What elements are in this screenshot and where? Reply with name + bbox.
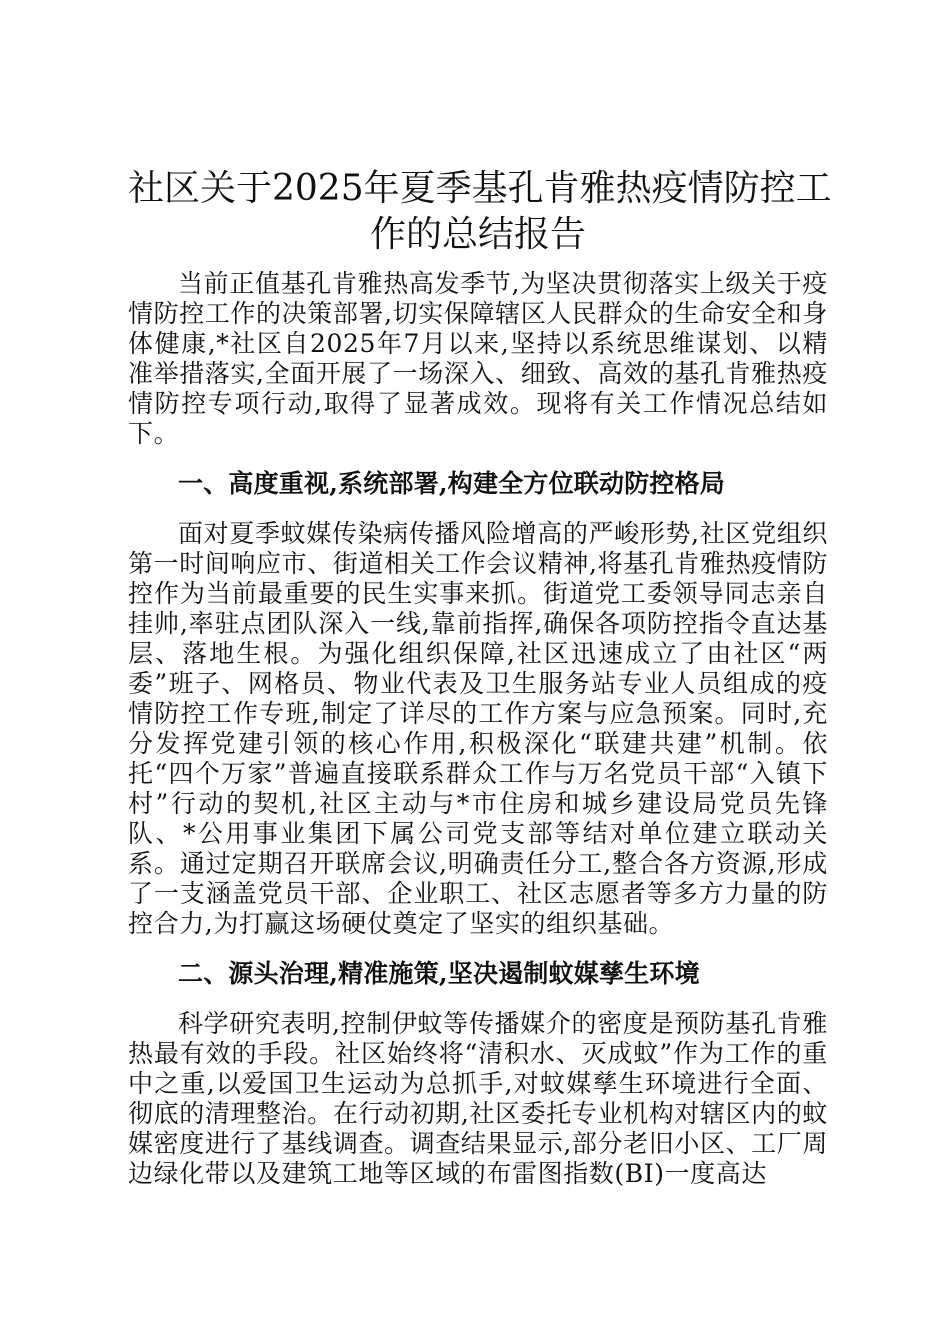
document-title [128, 166, 832, 258]
section-1-paragraph: 面对夏季蚊媒传染病传播风险增高的严峻形势,社区党组织第一时间响应市、街道相关工作会议精神,将基孔肯雅热疫情防控作为当前最重要的民生实事来抓。街道党工委领导同志亲自挂帅,率驻点团队深入一线,靠前指挥,确保各项防控指令直达基层、落地生根。为强化组织保障,社区迅速成立了由社区“两委”班子、网格员、物业代表及卫生服务站专业人员组成的疫情防控工作专班,制定了详尽的工作方案与应急预案。同时,充分发挥党建引领的核心作用,积极深化“联建共建”机制。依托“四个万家”普遍直接联系群众工作与万名党员干部“入镇下村”行动的契机,社区主动与*市住房和城乡建设局党员先锋队、*公用事业集团下属公司党支部等结对单位建立联动关系。通过定期召开联席会议,明确责任分工,整合各方资源,形成了一支涵盖党员干部、企业职工、社区志愿者等多方力量的防控合力,为打赢这场硬仗奠定了坚实的组织基础。 [128, 519, 828, 938]
section-2-heading: 二、源头治理,精准施策,坚决遏制蚊媒孳生环境 [178, 959, 700, 988]
document-title-line-2: 作的总结报告 [369, 214, 586, 255]
intro-paragraph: 当前正值基孔肯雅热高发季节,为坚决贯彻落实上级关于疫情防控工作的决策部署,切实保障辖区人民群众的生命安全和身体健康,*社区自2025年7月以来,坚持以系统思维谋划、以精准举措落实,全面开展了一场深入、细致、高效的基孔肯雅热疫情防控专项行动,取得了显著成效。现将有关工作情况总结如下。 [128, 269, 828, 448]
section-2-paragraph: 科学研究表明,控制伊蚊等传播媒介的密度是预防基孔肯雅热最有效的手段。社区始终将“清积水、灭成蚊”作为工作的重中之重,以爱国卫生运动为总抓手,对蚊媒孳生环境进行全面、彻底的清理整治。在行动初期,社区委托专业机构对辖区内的蚊媒密度进行了基线调查。调查结果显示,部分老旧小区、工厂周边绿化带以及建筑工地等区域的布雷图指数(BI)一度高达 [128, 1009, 828, 1188]
document-content [128, 166, 832, 1189]
document-title-line-1: 社区关于2025年夏季基孔肯雅热疫情防控工 [128, 168, 832, 209]
section-1-heading: 一、高度重视,系统部署,构建全方位联动防控格局 [178, 469, 726, 498]
